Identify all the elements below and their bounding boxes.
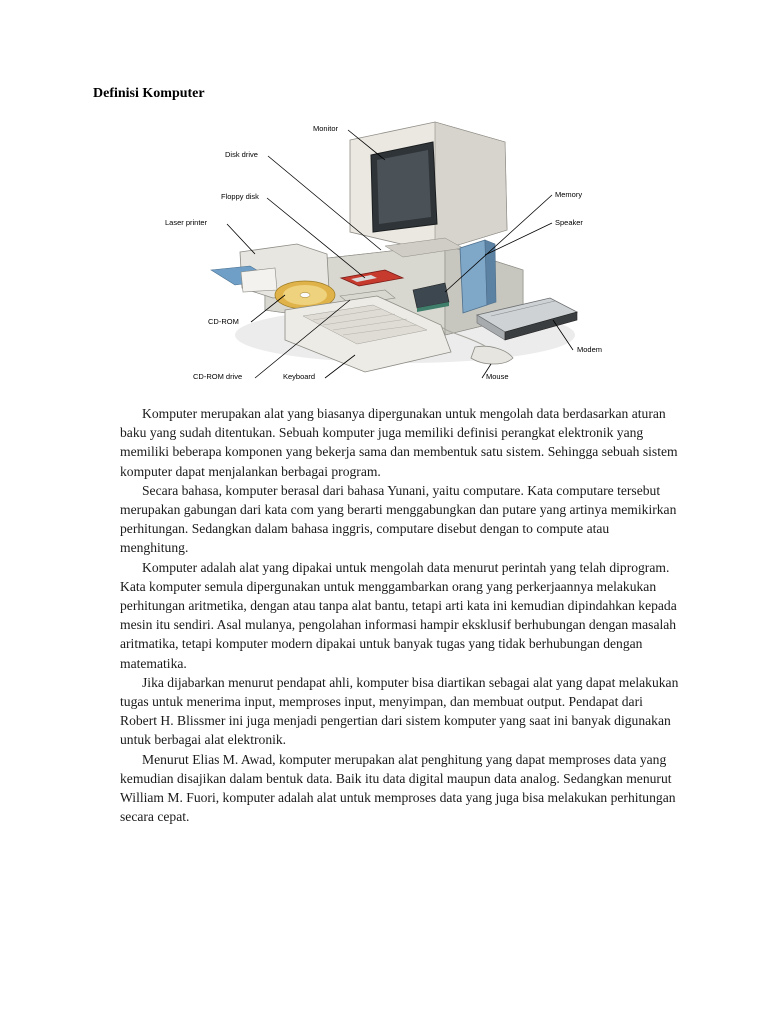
computer-components-diagram [145,120,623,386]
paragraph: Menurut Elias M. Awad, komputer merupakan alat penghitung yang dapat memproses data yang kemudian disajikan dalam bentuk data. Baik itu data digital maupun data analog. Sedangkan menurut William M. Fuori, komputer adalah alat untuk memproses data yang juga bisa melakukan perhitungan secara cepat. [120,751,676,825]
paragraph: Secara bahasa, komputer berasal dari bahasa Yunani, yaitu computare. Kata computare tersebut merupakan gabungan dari kata com yang berarti menggabungkan dan putare yang artinya memikirkan perhitungan. Sedangkan dalam bahasa inggris, computare disebut dengan to compute atau menghitung. [120,482,677,556]
label-modem: Modem [577,345,603,354]
monitor [350,122,507,257]
label-laser-printer: Laser printer [165,218,208,227]
page-title: Definisi Komputer [93,86,205,101]
paragraph: Komputer adalah alat yang dipakai untuk mengolah data menurut perintah yang telah diprogram. Kata komputer semula dipergunakan untuk menggambarkan orang yang perkerjaannya melakukan perhitungan aritmetika, dengan atau tanpa alat bantu, tetapi arti kata ini kemudian dipindahkan kepada mesin itu sendiri. Asal mulanya, pengolahan informasi hampir eksklusif berhubungan dengan masalah aritmatika, tetapi komputer modern dipakai untuk banyak tugas yang tidak berhubungan dengan matematika. [120,559,677,671]
label-floppy-disk: Floppy disk [221,192,259,201]
label-keyboard: Keyboard [283,372,316,381]
label-speaker: Speaker [555,218,583,227]
body-text [120,404,680,826]
label-cd-rom: CD-ROM [208,317,239,326]
label-cd-rom-drive: CD-ROM drive [193,372,243,381]
label-mouse: Mouse [486,372,509,381]
label-monitor: Monitor [313,124,339,133]
label-disk-drive: Disk drive [225,150,258,159]
label-memory: Memory [555,190,583,199]
paragraph: Komputer merupakan alat yang biasanya dipergunakan untuk mengolah data berdasarkan aturan baku yang sudah ditentukan. Sebuah komputer juga memiliki definisi perangkat elektronik yang memiliki beberapa komponen yang bekerja sama dan membentuk satu sistem. Sehingga sebuah sistem komputer dapat menjalankan berbagai program. [120,406,678,479]
paragraph: Jika dijabarkan menurut pendapat ahli, komputer bisa diartikan sebagai alat yang dapat melakukan tugas untuk menerima input, memproses input, menyimpan, dan membuat output. Pendapat dari Robert H. Blissmer ini juga menjadi pengertian dari sistem komputer yang saat ini banyak digunakan untuk berbagai alat elektronik. [120,674,679,748]
